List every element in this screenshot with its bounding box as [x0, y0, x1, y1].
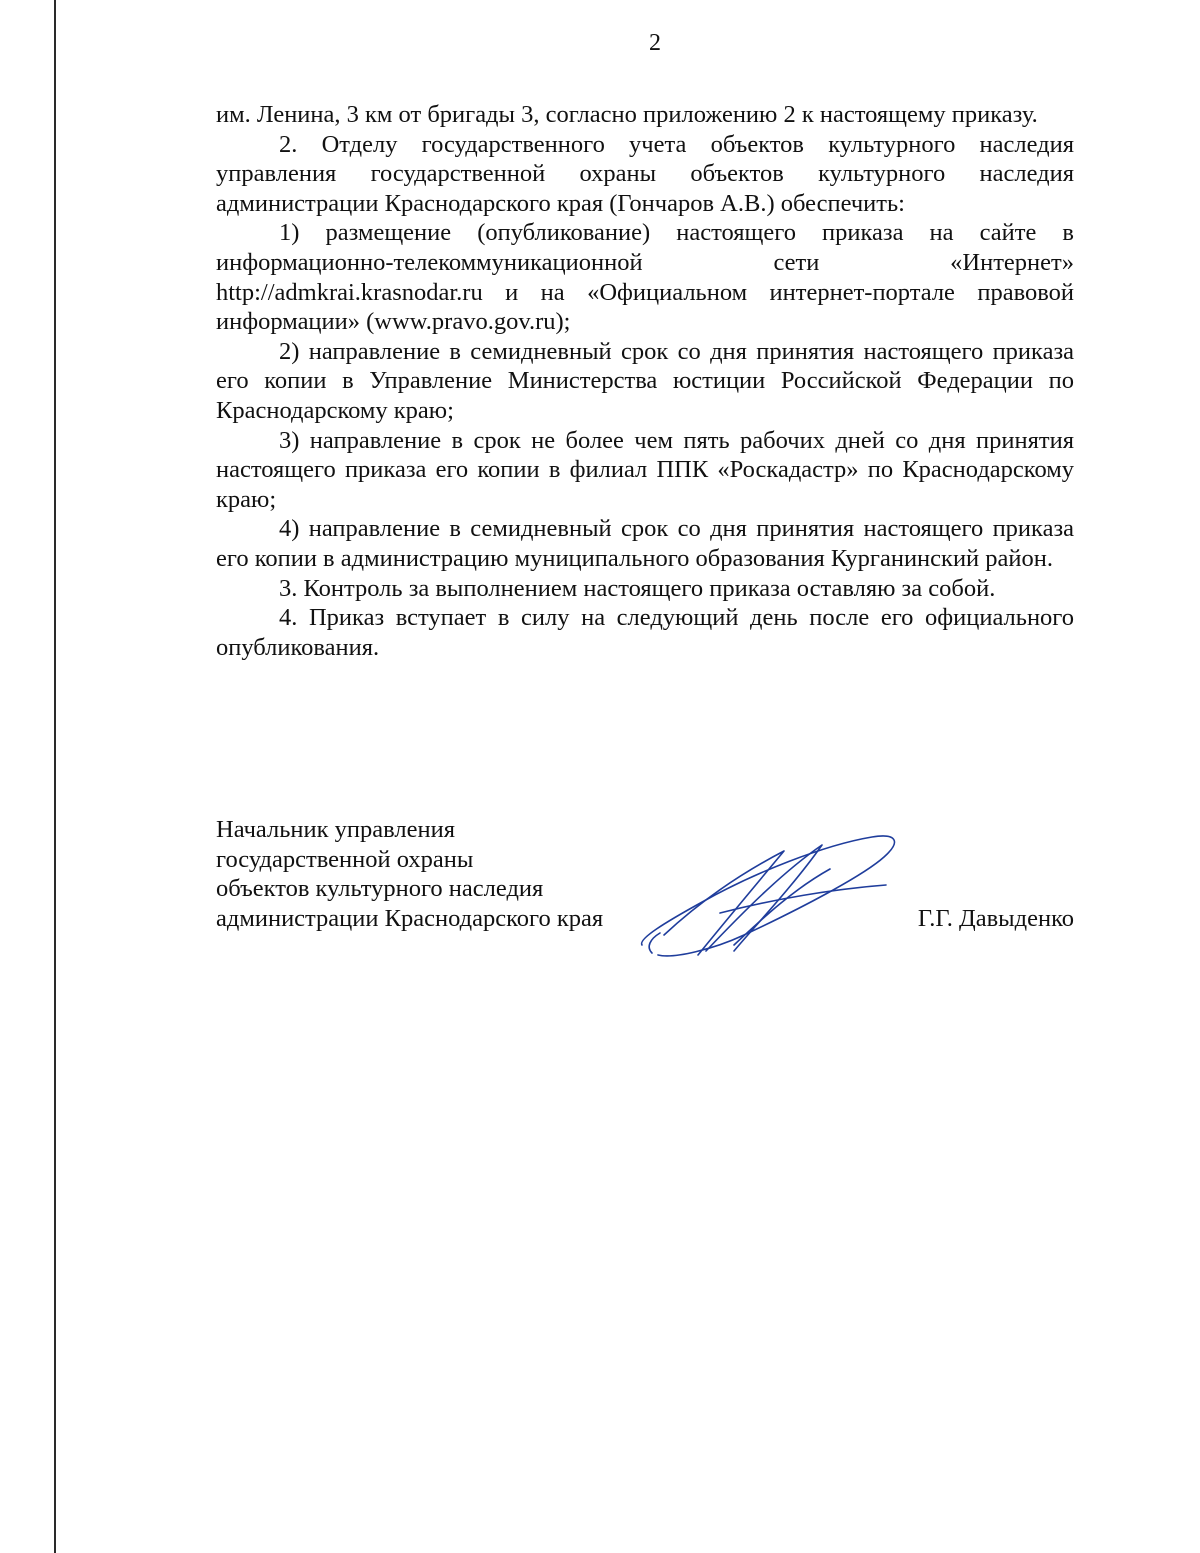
paragraph-item-2: 2. Отделу государственного учета объектов культурного наследия управления государственной охраны объектов культурного наследия администрации Краснодарского края (Гончаров А.В.) обеспечить:	[216, 130, 1074, 217]
paragraph-subitem-3: 3) направление в срок не более чем пять рабочих дней со дня принятия настоящего приказа его копии в филиал ППК «Роскадастр» по Краснодарскому краю;	[216, 426, 1074, 513]
signature-block	[216, 815, 1074, 965]
signatory-name: Г.Г. Давыденко	[917, 904, 1074, 932]
signatory-position-line: администрации Краснодарского края	[216, 904, 604, 932]
paragraph-item-4: 4. Приказ вступает в силу на следующий день после его официального опубликования.	[216, 604, 1074, 661]
signature-stroke	[706, 845, 822, 951]
handwritten-signature	[634, 827, 904, 963]
document-body	[216, 100, 1074, 662]
paragraph-subitem-4: 4) направление в семидневный срок со дня принятия настоящего приказа его копии в администрацию муниципального образования Курганинский район.	[216, 515, 1074, 572]
paragraph-subitem-2: 2) направление в семидневный срок со дня принятия настоящего приказа его копии в Управление Министерства юстиции Российской Федерации по Краснодарскому краю;	[216, 337, 1074, 424]
signatory-position-line: объектов культурного наследия	[216, 875, 544, 903]
signature-stroke	[642, 836, 895, 956]
signatory-position-line: Начальник управления	[216, 816, 455, 843]
paragraph-subitem-1: 1) размещение (опубликование) настоящего приказа на сайте в информационно-телекоммуникационной сети «Интернет» http://admkrai.krasnodar.ru и на «Официальном интернет-портале правовой информации» (www.pravo.gov.ru);	[216, 219, 1074, 336]
paragraph-item-3: 3. Контроль за выполнением настоящего приказа оставляю за собой.	[279, 574, 996, 602]
signatory-position-line: государственной охраны	[216, 845, 474, 873]
signature-stroke	[649, 933, 660, 953]
scan-edge	[54, 0, 56, 1553]
page-number: 2	[649, 30, 661, 56]
paragraph-continuation: им. Ленина, 3 км от бригады 3, согласно приложению 2 к настоящему приказу.	[216, 101, 1038, 128]
